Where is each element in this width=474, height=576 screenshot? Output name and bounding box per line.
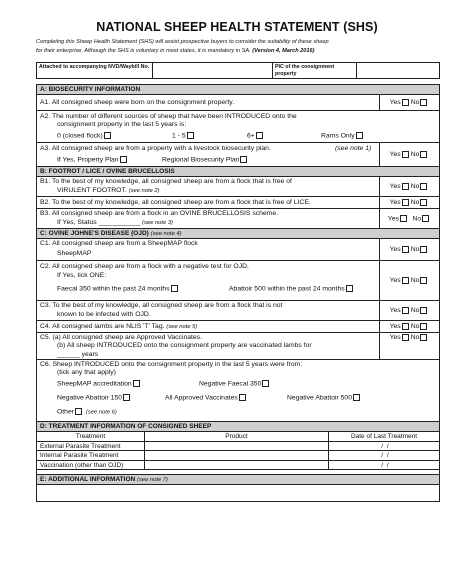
table-row: [37, 451, 439, 461]
c4-text: C4. All consigned lambs are NLIS 'T' Tag. (see note 5): [40, 323, 198, 330]
a1-yes-no: Yes No: [379, 95, 439, 110]
c6-vaccinates-checkbox[interactable]: [239, 394, 246, 401]
col-treatment: Treatment: [37, 432, 145, 441]
c3-yes-no: Yes No: [379, 301, 439, 320]
a2-option-rams: Rams Only: [321, 132, 365, 139]
col-product: Product: [145, 432, 329, 441]
a2-option-1-5: 1 - 5: [172, 132, 196, 139]
c2-no-checkbox[interactable]: [420, 277, 427, 284]
intro-text: [36, 38, 440, 55]
a1-no-checkbox[interactable]: [420, 99, 427, 106]
b2-text: B2. To the best of my knowledge, all consigned sheep are from a flock that is free of LICE.: [40, 199, 311, 206]
c6-text-1: C6. Sheep INTRODUCED onto the consignment property in the last 5 years were from:: [40, 361, 303, 368]
c6-sheepmap: SheepMAP accreditation: [57, 380, 142, 387]
b1-no-checkbox[interactable]: [420, 183, 427, 190]
question-a1: [37, 95, 439, 111]
question-c6: [37, 360, 439, 422]
c1-sheepmap: SheepMAP: [57, 250, 92, 257]
section-e-title: E: ADDITIONAL INFORMATION (see note 7): [37, 474, 439, 485]
c3-text-2: known to be infected with OJD.: [57, 311, 151, 318]
question-b2: [37, 197, 439, 209]
a3-property-plan: If Yes, Property Plan: [57, 156, 129, 163]
table-row: [37, 461, 439, 471]
c4-yes-no: Yes No: [379, 321, 439, 332]
product-internal-field[interactable]: [145, 451, 329, 460]
intro-line-1: Completing this Sheep Health Statement (SHS) will assist prospective buyers to consider the suitability of these sheep: [36, 39, 329, 45]
question-a2: [37, 111, 439, 143]
a3-text: A3. All consigned sheep are from a property with a livestock biosecurity plan.: [40, 145, 271, 152]
c2-text-1: C2. All consigned sheep are from a flock with a negative test for OJD.: [40, 263, 249, 270]
date-vaccination-field[interactable]: / /: [381, 461, 390, 469]
question-c2: [37, 261, 439, 301]
table-row: [37, 442, 439, 452]
c4-yes-checkbox[interactable]: [402, 323, 409, 330]
a3-regional-checkbox[interactable]: [240, 156, 247, 163]
question-b1: [37, 177, 439, 197]
c6-abattoir-150: Negative Abattoir 150: [57, 394, 132, 401]
c2-abattoir: Abattoir 500 within the past 24 months: [229, 285, 355, 292]
a2-closed-checkbox[interactable]: [104, 132, 111, 139]
b3-yes-checkbox[interactable]: [400, 215, 407, 222]
c2-faecal-checkbox[interactable]: [171, 285, 178, 292]
c5a-yes-no: Yes No: [379, 333, 439, 359]
c5a-yes-checkbox[interactable]: [402, 334, 409, 341]
product-vaccination-field[interactable]: [145, 461, 329, 470]
c2-yes-no: Yes No: [379, 261, 439, 300]
question-a3: [37, 143, 439, 167]
b3-no-checkbox[interactable]: [422, 215, 429, 222]
a2-1-5-checkbox[interactable]: [187, 132, 194, 139]
a1-text: A1. All consigned sheep were born on the consignment property.: [40, 99, 235, 106]
c4-no-checkbox[interactable]: [420, 323, 427, 330]
a2-text-2: consignment property in the last 5 years is:: [57, 121, 187, 128]
section-b-title: B: FOOTROT / LICE / OVINE BRUCELLOSIS: [37, 167, 439, 177]
b1-text-2: VIRULENT FOOTROT. (see note 2): [57, 187, 160, 194]
b1-text-1: B1. To the best of my knowledge, all consigned sheep are from a flock that is free of: [40, 178, 292, 185]
c1-yes-no: Yes No: [379, 239, 439, 260]
additional-info-field[interactable]: [37, 485, 439, 501]
c3-text-1: C3. To the best of my knowledge, all consigned sheep are from a flock that is not: [40, 302, 283, 309]
product-external-field[interactable]: [145, 442, 329, 451]
c6-sheepmap-checkbox[interactable]: [133, 380, 140, 387]
consignment-info-grid: [36, 62, 440, 79]
c6-text-2: (tick any that apply): [57, 369, 116, 376]
c2-abattoir-checkbox[interactable]: [346, 285, 353, 292]
c5a-no-checkbox[interactable]: [420, 334, 427, 341]
c2-yes-checkbox[interactable]: [402, 277, 409, 284]
question-c3: [37, 301, 439, 321]
question-c5: [37, 333, 439, 360]
treatment-internal: Internal Parasite Treatment: [37, 451, 145, 460]
c3-no-checkbox[interactable]: [420, 307, 427, 314]
c1-text: C1. All consigned sheep are from a SheepMAP flock: [40, 240, 198, 247]
a3-regional-plan: Regional Biosecurity Plan: [162, 156, 249, 163]
page-title: NATIONAL SHEEP HEALTH STATEMENT (SHS): [96, 20, 378, 34]
date-external-field[interactable]: / /: [381, 442, 390, 450]
c6-monitored: Negative Faecal 350: [199, 380, 271, 387]
c6-abattoir500-checkbox[interactable]: [353, 394, 360, 401]
b1-yes-checkbox[interactable]: [402, 183, 409, 190]
question-c4: [37, 321, 439, 333]
c3-yes-checkbox[interactable]: [402, 307, 409, 314]
c6-faecal-checkbox[interactable]: [262, 380, 269, 387]
b2-yes-checkbox[interactable]: [402, 199, 409, 206]
c2-text-2: If Yes, tick ONE:: [57, 272, 107, 279]
health-statement-form: [36, 84, 440, 502]
b3-yes-no-na: Yes No: [379, 209, 439, 228]
question-c1: [37, 239, 439, 261]
c6-other-checkbox[interactable]: [75, 408, 82, 415]
a2-rams-checkbox[interactable]: [356, 132, 363, 139]
treatment-vaccination: Vaccination (other than OJD): [37, 461, 145, 470]
pic-label: PIC of the consignment property: [273, 63, 357, 78]
c6-vaccinates: All Approved Vaccinates: [165, 394, 248, 401]
intro-line-2: for their enterprise. Although the SHS is voluntary in most states, it is mandatory in SA.: [36, 47, 251, 54]
c1-no-checkbox[interactable]: [420, 246, 427, 253]
section-d-title: D: TREATMENT INFORMATION OF CONSIGNED SHEEP: [37, 422, 439, 432]
a2-option-6plus: 6+: [247, 132, 265, 139]
c2-faecal: Faecal 350 within the past 24 months: [57, 285, 180, 292]
b3-text: B3. All consigned sheep are from a flock in an OVINE BRUCELLOSIS scheme.: [40, 210, 279, 217]
section-a-title: A: BIOSECURITY INFORMATION: [37, 85, 439, 95]
pic-field[interactable]: [357, 63, 439, 78]
a3-property-plan-checkbox[interactable]: [120, 156, 127, 163]
a1-yes-checkbox[interactable]: [402, 99, 409, 106]
date-internal-field[interactable]: / /: [381, 452, 390, 459]
a3-note: (see note 1): [335, 145, 372, 152]
c5-text-3: ______ years: [57, 351, 99, 358]
question-b3: [37, 209, 439, 229]
treatment-table-header: [37, 432, 439, 442]
b2-no-checkbox[interactable]: [420, 199, 427, 206]
treatment-external: External Parasite Treatment: [37, 442, 145, 451]
a2-text-1: A2. The number of different sources of sheep that have been INTRODUCED onto the: [40, 113, 297, 120]
nvd-label: Attached to accompanying NVD/Waybill No.: [37, 63, 153, 78]
a2-option-closed: 0 (closed flock): [57, 132, 113, 139]
a3-no-checkbox[interactable]: [420, 151, 427, 158]
version-text: (Version 4, March 2016): [252, 47, 315, 54]
c6-abattoir-500: Negative Abattoir 500: [287, 394, 362, 401]
nvd-field[interactable]: [153, 63, 273, 78]
b3-status: If Yes, Status ___________ (see note 3): [57, 219, 173, 226]
c5-text-2: (b) All sheep INTRODUCED onto the consignment property are vaccinated lambs for: [57, 342, 312, 349]
c5-text-1: C5. (a) All consigned sheep are Approved Vaccinates.: [40, 334, 202, 341]
b2-yes-no: Yes No: [379, 197, 439, 208]
b1-yes-no: Yes No: [379, 177, 439, 196]
c1-yes-checkbox[interactable]: [402, 246, 409, 253]
col-date: Date of Last Treatment: [350, 433, 418, 440]
a3-yes-no: Yes No: [379, 143, 439, 166]
c6-other: Other (see note 6): [57, 408, 117, 416]
a3-yes-checkbox[interactable]: [402, 151, 409, 158]
c6-abattoir150-checkbox[interactable]: [123, 394, 130, 401]
section-c-title: C: OVINE JOHNE'S DISEASE (OJD) (see note 4): [37, 229, 439, 239]
a2-6plus-checkbox[interactable]: [256, 132, 263, 139]
